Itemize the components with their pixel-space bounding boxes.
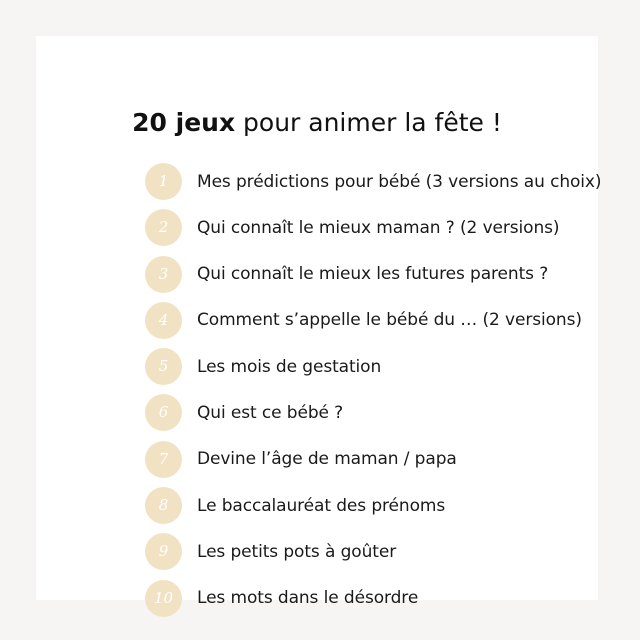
list-item-label: Comment s’appelle le bébé du … (2 versions) [197, 310, 582, 331]
number-badge: 4 [145, 302, 182, 339]
page-title [36, 106, 598, 140]
number-badge: 3 [145, 256, 182, 293]
list-item [145, 394, 601, 431]
list-item-label: Les petits pots à goûter [197, 541, 397, 562]
list-item [145, 163, 601, 200]
number-badge: 5 [145, 348, 182, 385]
list-item [145, 348, 601, 385]
title-rest: pour animer la fête ! [235, 108, 502, 137]
list-item [145, 302, 601, 339]
list-item-label: Mes prédictions pour bébé (3 versions au choix) [197, 171, 602, 192]
number-badge: 9 [145, 533, 182, 570]
number-badge: 8 [145, 487, 182, 524]
list-item-label: Qui connaît le mieux maman ? (2 versions) [197, 217, 560, 238]
number-badge: 1 [145, 163, 182, 200]
list-item-label: Devine l’âge de maman / papa [197, 449, 457, 470]
number-badge: 10 [145, 580, 182, 617]
number-badge: 6 [145, 394, 182, 431]
list-item [145, 441, 601, 478]
list-item [145, 533, 601, 570]
list-item-label: Les mois de gestation [197, 356, 382, 377]
list-item [145, 209, 601, 246]
content-card [36, 36, 602, 609]
list-item-label: Le baccalauréat des prénoms [197, 495, 446, 516]
list-item [145, 580, 601, 617]
title-strong: 20 jeux [132, 108, 236, 137]
number-badge: 2 [145, 209, 182, 246]
list-item [145, 487, 601, 524]
number-badge: 7 [145, 441, 182, 478]
list-item-label: Qui est ce bébé ? [197, 402, 344, 423]
games-list [145, 163, 601, 626]
list-item-label: Qui connaît le mieux les futures parents ? [197, 264, 549, 285]
list-item-label: Les mots dans le désordre [197, 588, 419, 609]
list-item [145, 256, 601, 293]
